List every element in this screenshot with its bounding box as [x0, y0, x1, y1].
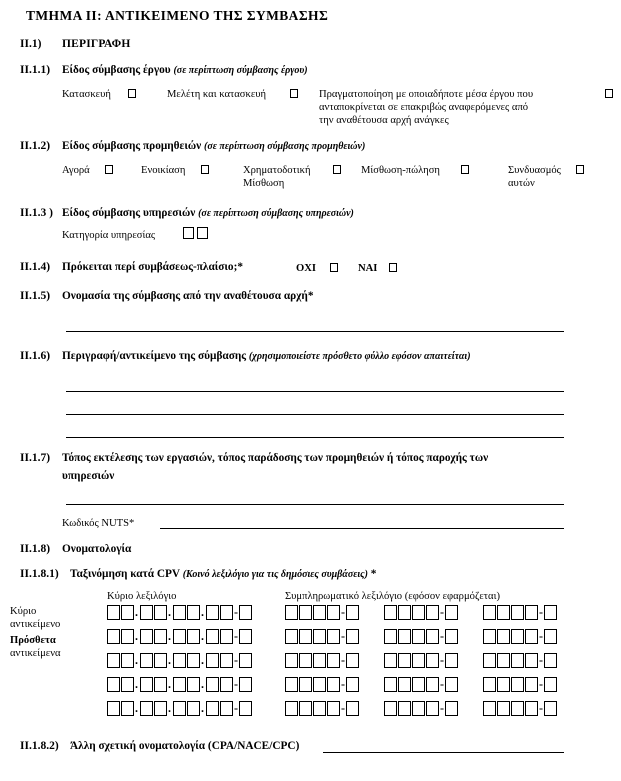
separator-dash-icon: - — [539, 653, 543, 667]
cpv-main-r4-digit-9[interactable] — [239, 677, 252, 692]
row-header-main-object-line2: αντικείμενο — [10, 619, 61, 630]
input-contract-description-line-3[interactable] — [66, 437, 564, 438]
cpv-main-r4-digit-2[interactable] — [121, 677, 134, 692]
cpv-main-r5-digit-1[interactable] — [107, 701, 120, 716]
option-label-realisation-line1: Πραγματοποίηση με οποιαδήποτε μέσα έργου που — [319, 89, 534, 100]
cpv-supp-g3-r3-digit-5[interactable] — [544, 653, 557, 668]
cpv-supp-g1-r1-digit-3[interactable] — [313, 605, 326, 620]
cpv-supp-g1-r4-digit-1[interactable] — [285, 677, 298, 692]
cpv-supp-g1-r5-digit-3[interactable] — [313, 701, 326, 716]
cpv-main-r1-digit-7[interactable] — [206, 605, 219, 620]
cpv-supp-g2-r5-digit-3[interactable] — [412, 701, 425, 716]
question-nomenclature: Ονοματολογία — [62, 543, 132, 555]
cpv-supp-g3-r1-digit-1[interactable] — [483, 605, 496, 620]
cpv-main-r5-digit-2[interactable] — [121, 701, 134, 716]
question-place-of-performance-line1: Τόπος εκτέλεσης των εργασιών, τόπος παράδοσης των προμηθειών ή τόπος παροχής των — [62, 452, 489, 464]
question-supply-contract-type-note: (σε περίπτωση σύμβασης προμηθειών) — [204, 141, 366, 152]
cpv-supp-g2-r4-digit-1[interactable] — [384, 677, 397, 692]
option-label-hire-purchase-line2: Μίσθωση — [243, 178, 285, 189]
cpv-supp-g3-r2-digit-3[interactable] — [511, 629, 524, 644]
cpv-main-r2-digit-8[interactable] — [220, 629, 233, 644]
cpv-supp-g2-r3-digit-4[interactable] — [426, 653, 439, 668]
cpv-supp-g1-r1-digit-1[interactable] — [285, 605, 298, 620]
cpv-supp-g2-r1-digit-2[interactable] — [398, 605, 411, 620]
separator-dash-icon: - — [539, 605, 543, 619]
checkbox-hire-purchase[interactable] — [333, 165, 341, 174]
option-label-purchase: Αγορά — [62, 165, 90, 176]
separator-dash-icon: - — [440, 605, 444, 619]
separator-dot-icon: . — [201, 653, 204, 667]
cpv-main-r1-digit-2[interactable] — [121, 605, 134, 620]
cpv-main-r2-digit-6[interactable] — [187, 629, 200, 644]
cpv-main-r4-digit-4[interactable] — [154, 677, 167, 692]
question-place-of-performance-line2: υπηρεσιών — [62, 470, 115, 482]
question-cpv-classification — [70, 568, 376, 580]
question-cpv-classification-text: Ταξινόμηση κατά CPV — [70, 568, 183, 580]
cpv-supp-g1-r2-digit-2[interactable] — [299, 629, 312, 644]
separator-dash-icon: - — [234, 605, 238, 619]
cpv-main-r2-digit-5[interactable] — [173, 629, 186, 644]
separator-dash-icon: - — [440, 701, 444, 715]
cpv-main-r1-digit-3[interactable] — [140, 605, 153, 620]
cpv-supp-g2-r3-digit-2[interactable] — [398, 653, 411, 668]
checkbox-combination[interactable] — [576, 165, 584, 174]
cpv-supp-g2-r4-digit-5[interactable] — [445, 677, 458, 692]
separator-dash-icon: - — [539, 629, 543, 643]
cpv-supp-g1-r5-digit-4[interactable] — [327, 701, 340, 716]
checkbox-rental-purchase[interactable] — [461, 165, 469, 174]
separator-dash-icon: - — [341, 653, 345, 667]
cpv-supp-g2-r5-digit-4[interactable] — [426, 701, 439, 716]
option-label-rental-purchase: Μίσθωση-πώληση — [361, 165, 440, 176]
cpv-supp-g2-r4-digit-4[interactable] — [426, 677, 439, 692]
cpv-supp-g2-r5-digit-5[interactable] — [445, 701, 458, 716]
section-number-ii182: ΙΙ.1.8.2) — [20, 740, 59, 752]
separator-dot-icon: . — [135, 677, 138, 691]
cpv-supp-g1-r2-digit-4[interactable] — [327, 629, 340, 644]
column-header-main-vocabulary: Κύριο λεξιλόγιο — [107, 591, 177, 602]
cpv-main-r5-digit-9[interactable] — [239, 701, 252, 716]
separator-dash-icon: - — [539, 701, 543, 715]
cpv-main-r5-digit-6[interactable] — [187, 701, 200, 716]
cpv-supp-g2-r2-digit-3[interactable] — [412, 629, 425, 644]
cpv-main-r3-digit-9[interactable] — [239, 653, 252, 668]
cpv-supp-g2-r5-digit-2[interactable] — [398, 701, 411, 716]
cpv-main-r3-digit-3[interactable] — [140, 653, 153, 668]
cpv-supp-g2-r2-digit-1[interactable] — [384, 629, 397, 644]
cpv-supp-g2-r1-digit-4[interactable] — [426, 605, 439, 620]
cpv-supp-g1-r2-digit-3[interactable] — [313, 629, 326, 644]
cpv-main-r2-digit-2[interactable] — [121, 629, 134, 644]
question-contract-description-note: (χρησιμοποιείστε πρόσθετο φύλλο εφόσον απαιτείται) — [248, 351, 471, 362]
separator-dot-icon: . — [168, 701, 171, 715]
cpv-supp-g2-r1-digit-5[interactable] — [445, 605, 458, 620]
cpv-supp-g2-r2-digit-5[interactable] — [445, 629, 458, 644]
cpv-main-r1-digit-5[interactable] — [173, 605, 186, 620]
checkbox-framework-no[interactable] — [330, 263, 338, 272]
cpv-supp-g3-r5-digit-5[interactable] — [544, 701, 557, 716]
separator-dot-icon: . — [135, 701, 138, 715]
separator-dot-icon: . — [168, 605, 171, 619]
question-cpv-classification-star: * — [370, 568, 377, 580]
option-label-combination: Συνδυασμός — [508, 165, 561, 176]
cpv-supp-g1-r5-digit-2[interactable] — [299, 701, 312, 716]
section-number-ii12: ΙΙ.1.2) — [20, 140, 51, 152]
cpv-main-r4-digit-6[interactable] — [187, 677, 200, 692]
cpv-main-r5-digit-5[interactable] — [173, 701, 186, 716]
cpv-supp-g3-r5-digit-2[interactable] — [497, 701, 510, 716]
cpv-main-r1-digit-8[interactable] — [220, 605, 233, 620]
input-contract-description-line-2[interactable] — [66, 414, 564, 415]
cpv-supp-g1-r5-digit-1[interactable] — [285, 701, 298, 716]
cpv-main-r4-digit-3[interactable] — [140, 677, 153, 692]
cpv-supp-g3-r4-digit-1[interactable] — [483, 677, 496, 692]
checkbox-purchase[interactable] — [105, 165, 113, 174]
input-contract-description-line-1[interactable] — [66, 391, 564, 392]
cpv-supp-g3-r4-digit-2[interactable] — [497, 677, 510, 692]
cpv-supp-g3-r1-digit-4[interactable] — [525, 605, 538, 620]
separator-dot-icon: . — [168, 629, 171, 643]
cpv-supp-g1-r2-digit-1[interactable] — [285, 629, 298, 644]
separator-dash-icon: - — [234, 677, 238, 691]
cpv-supp-g2-r4-digit-3[interactable] — [412, 677, 425, 692]
cpv-supp-g3-r2-digit-4[interactable] — [525, 629, 538, 644]
cpv-supp-g1-r1-digit-5[interactable] — [346, 605, 359, 620]
section-number-ii16: ΙΙ.1.6) — [20, 350, 51, 362]
cpv-main-r3-digit-1[interactable] — [107, 653, 120, 668]
cpv-main-r2-digit-9[interactable] — [239, 629, 252, 644]
question-works-contract-type-text: Είδος σύμβασης έργου — [62, 64, 171, 76]
cpv-supp-g1-r4-digit-2[interactable] — [299, 677, 312, 692]
cpv-supp-g3-r1-digit-3[interactable] — [511, 605, 524, 620]
label-framework-no: ΟΧΙ — [296, 263, 317, 274]
separator-dash-icon: - — [234, 629, 238, 643]
question-services-contract-type-text: Είδος σύμβασης υπηρεσιών — [62, 207, 196, 219]
section-number-ii11: ΙΙ.1.1) — [20, 64, 51, 76]
cpv-supp-g2-r1-digit-1[interactable] — [384, 605, 397, 620]
question-contract-title: Ονομασία της σύμβασης από την αναθέτουσα αρχή* — [62, 290, 314, 302]
question-cpv-classification-note: (Κοινό λεξιλόγιο για τις δημόσιες συμβάσεις) — [182, 569, 368, 580]
cpv-main-r4-digit-5[interactable] — [173, 677, 186, 692]
cpv-supp-g3-r2-digit-1[interactable] — [483, 629, 496, 644]
cpv-main-r1-digit-1[interactable] — [107, 605, 120, 620]
cpv-supp-g3-r3-digit-2[interactable] — [497, 653, 510, 668]
question-supply-contract-type — [62, 140, 365, 152]
checkbox-realisation-by-any-means[interactable] — [605, 89, 613, 98]
label-framework-yes: ΝΑΙ — [358, 263, 378, 274]
option-label-design-and-construction: Μελέτη και κατασκευή — [167, 89, 267, 100]
cpv-supp-g1-r2-digit-5[interactable] — [346, 629, 359, 644]
cpv-main-r2-digit-4[interactable] — [154, 629, 167, 644]
cpv-main-r5-digit-8[interactable] — [220, 701, 233, 716]
cpv-supp-g2-r4-digit-2[interactable] — [398, 677, 411, 692]
separator-dash-icon: - — [539, 677, 543, 691]
separator-dash-icon: - — [341, 677, 345, 691]
cpv-main-r3-digit-4[interactable] — [154, 653, 167, 668]
checkbox-construction[interactable] — [128, 89, 136, 98]
separator-dot-icon: . — [201, 629, 204, 643]
cpv-supp-g1-r4-digit-3[interactable] — [313, 677, 326, 692]
cpv-main-r2-digit-1[interactable] — [107, 629, 120, 644]
separator-dot-icon: . — [135, 629, 138, 643]
separator-dash-icon: - — [341, 605, 345, 619]
row-header-additional-objects-line2: αντικείμενα — [10, 648, 61, 659]
separator-dash-icon: - — [234, 701, 238, 715]
cpv-main-r4-digit-8[interactable] — [220, 677, 233, 692]
cpv-supp-g2-r3-digit-3[interactable] — [412, 653, 425, 668]
cpv-main-r3-digit-2[interactable] — [121, 653, 134, 668]
option-label-combination-line2: αυτών — [508, 178, 535, 189]
input-contract-title[interactable] — [66, 331, 564, 332]
checkbox-design-and-construction[interactable] — [290, 89, 298, 98]
cpv-supp-g3-r1-digit-2[interactable] — [497, 605, 510, 620]
cpv-main-r1-digit-4[interactable] — [154, 605, 167, 620]
cpv-supp-g1-r3-digit-1[interactable] — [285, 653, 298, 668]
section-number-ii13: ΙΙ.1.3 ) — [20, 207, 53, 219]
separator-dash-icon: - — [341, 701, 345, 715]
option-label-construction: Κατασκευή — [62, 89, 111, 100]
cpv-supp-g2-r1-digit-3[interactable] — [412, 605, 425, 620]
option-label-lease: Ενοικίαση — [141, 165, 186, 176]
cpv-supp-g3-r4-digit-5[interactable] — [544, 677, 557, 692]
cpv-main-r5-digit-4[interactable] — [154, 701, 167, 716]
cpv-supp-g2-r3-digit-5[interactable] — [445, 653, 458, 668]
question-contract-description-text: Περιγραφή/αντικείμενο της σύμβασης — [62, 350, 247, 362]
cpv-supp-g1-r3-digit-4[interactable] — [327, 653, 340, 668]
cpv-main-r4-digit-1[interactable] — [107, 677, 120, 692]
cpv-main-r3-digit-5[interactable] — [173, 653, 186, 668]
question-other-nomenclature: Άλλη σχετική ονοματολογία (CPA/NACE/CPC) — [70, 740, 300, 752]
question-services-contract-type-note: (σε περίπτωση σύμβασης υπηρεσιών) — [198, 208, 354, 219]
section-label-description: ΠΕΡΙΓΡΑΦΗ — [62, 38, 131, 50]
separator-dot-icon: . — [168, 677, 171, 691]
cpv-main-r5-digit-3[interactable] — [140, 701, 153, 716]
cpv-supp-g2-r2-digit-2[interactable] — [398, 629, 411, 644]
separator-dash-icon: - — [341, 629, 345, 643]
separator-dot-icon: . — [201, 605, 204, 619]
section-number-ii1: ΙΙ.1) — [20, 38, 42, 50]
question-contract-description — [62, 350, 471, 362]
input-nuts-code[interactable] — [160, 528, 564, 529]
question-framework-agreement: Πρόκειται περί συμβάσεως-πλαίσιο;* — [62, 261, 243, 273]
input-place-of-performance[interactable] — [66, 504, 564, 505]
question-supply-contract-type-text: Είδος σύμβασης προμηθειών — [62, 140, 202, 152]
cpv-supp-g3-r5-digit-4[interactable] — [525, 701, 538, 716]
cpv-supp-g3-r1-digit-5[interactable] — [544, 605, 557, 620]
section-number-ii15: ΙΙ.1.5) — [20, 290, 51, 302]
cpv-supp-g2-r5-digit-1[interactable] — [384, 701, 397, 716]
separator-dash-icon: - — [440, 677, 444, 691]
page-title: ΤΜΗΜΑ ΙΙ: ΑΝΤΙΚΕΙΜΕΝΟ ΤΗΣ ΣΥΜΒΑΣΗΣ — [26, 8, 329, 23]
cpv-supp-g3-r5-digit-3[interactable] — [511, 701, 524, 716]
section-number-ii18: ΙΙ.1.8) — [20, 543, 51, 555]
section-number-ii17: ΙΙ.1.7) — [20, 452, 51, 464]
separator-dash-icon: - — [234, 653, 238, 667]
column-header-supplementary-vocabulary: Συμπληρωματικό λεξιλόγιο (εφόσον εφαρμόζεται) — [285, 591, 500, 602]
separator-dash-icon: - — [440, 629, 444, 643]
question-works-contract-type-note: (σε περίπτωση σύμβασης έργου) — [173, 65, 308, 76]
cpv-supp-g1-r5-digit-5[interactable] — [346, 701, 359, 716]
cpv-supp-g3-r4-digit-4[interactable] — [525, 677, 538, 692]
separator-dot-icon: . — [135, 653, 138, 667]
cpv-supp-g3-r5-digit-1[interactable] — [483, 701, 496, 716]
cpv-supp-g1-r3-digit-3[interactable] — [313, 653, 326, 668]
label-service-category: Κατηγορία υπηρεσίας — [62, 230, 156, 241]
cpv-supp-g3-r2-digit-2[interactable] — [497, 629, 510, 644]
cpv-supp-g3-r4-digit-3[interactable] — [511, 677, 524, 692]
cpv-main-r3-digit-7[interactable] — [206, 653, 219, 668]
input-other-nomenclature[interactable] — [323, 752, 564, 753]
cpv-supp-g2-r2-digit-4[interactable] — [426, 629, 439, 644]
service-category-digit-1[interactable] — [183, 227, 194, 239]
question-services-contract-type — [62, 207, 354, 219]
separator-dash-icon: - — [440, 653, 444, 667]
checkbox-framework-yes[interactable] — [389, 263, 397, 272]
separator-dot-icon: . — [135, 605, 138, 619]
cpv-main-r3-digit-8[interactable] — [220, 653, 233, 668]
cpv-supp-g1-r3-digit-5[interactable] — [346, 653, 359, 668]
option-label-realisation-line3: την αναθέτουσα αρχή ανάγκες — [319, 115, 449, 126]
cpv-supp-g1-r1-digit-4[interactable] — [327, 605, 340, 620]
cpv-main-r5-digit-7[interactable] — [206, 701, 219, 716]
cpv-main-r2-digit-7[interactable] — [206, 629, 219, 644]
cpv-supp-g3-r3-digit-4[interactable] — [525, 653, 538, 668]
cpv-main-r2-digit-3[interactable] — [140, 629, 153, 644]
question-works-contract-type — [62, 64, 308, 76]
service-category-digit-2[interactable] — [197, 227, 208, 239]
cpv-supp-g2-r3-digit-1[interactable] — [384, 653, 397, 668]
label-nuts-code: Κωδικός NUTS* — [62, 518, 135, 529]
separator-dot-icon: . — [168, 653, 171, 667]
cpv-main-r1-digit-6[interactable] — [187, 605, 200, 620]
section-number-ii181: ΙΙ.1.8.1) — [20, 568, 59, 580]
section-number-ii14: ΙΙ.1.4) — [20, 261, 51, 273]
separator-dot-icon: . — [201, 701, 204, 715]
cpv-main-r4-digit-7[interactable] — [206, 677, 219, 692]
row-header-additional-objects-line1: Πρόσθετα — [10, 635, 56, 646]
row-header-main-object-line1: Κύριο — [10, 606, 37, 617]
option-label-realisation-line2: ανταποκρίνεται σε επακριβώς αναφερόμενες από — [319, 102, 529, 113]
cpv-supp-g3-r3-digit-3[interactable] — [511, 653, 524, 668]
separator-dot-icon: . — [201, 677, 204, 691]
checkbox-lease[interactable] — [201, 165, 209, 174]
cpv-supp-g1-r1-digit-2[interactable] — [299, 605, 312, 620]
cpv-supp-g1-r3-digit-2[interactable] — [299, 653, 312, 668]
cpv-supp-g1-r4-digit-5[interactable] — [346, 677, 359, 692]
cpv-supp-g3-r3-digit-1[interactable] — [483, 653, 496, 668]
option-label-hire-purchase: Χρηματοδοτική — [243, 165, 311, 176]
cpv-supp-g1-r4-digit-4[interactable] — [327, 677, 340, 692]
cpv-main-r3-digit-6[interactable] — [187, 653, 200, 668]
cpv-supp-g3-r2-digit-5[interactable] — [544, 629, 557, 644]
cpv-main-r1-digit-9[interactable] — [239, 605, 252, 620]
